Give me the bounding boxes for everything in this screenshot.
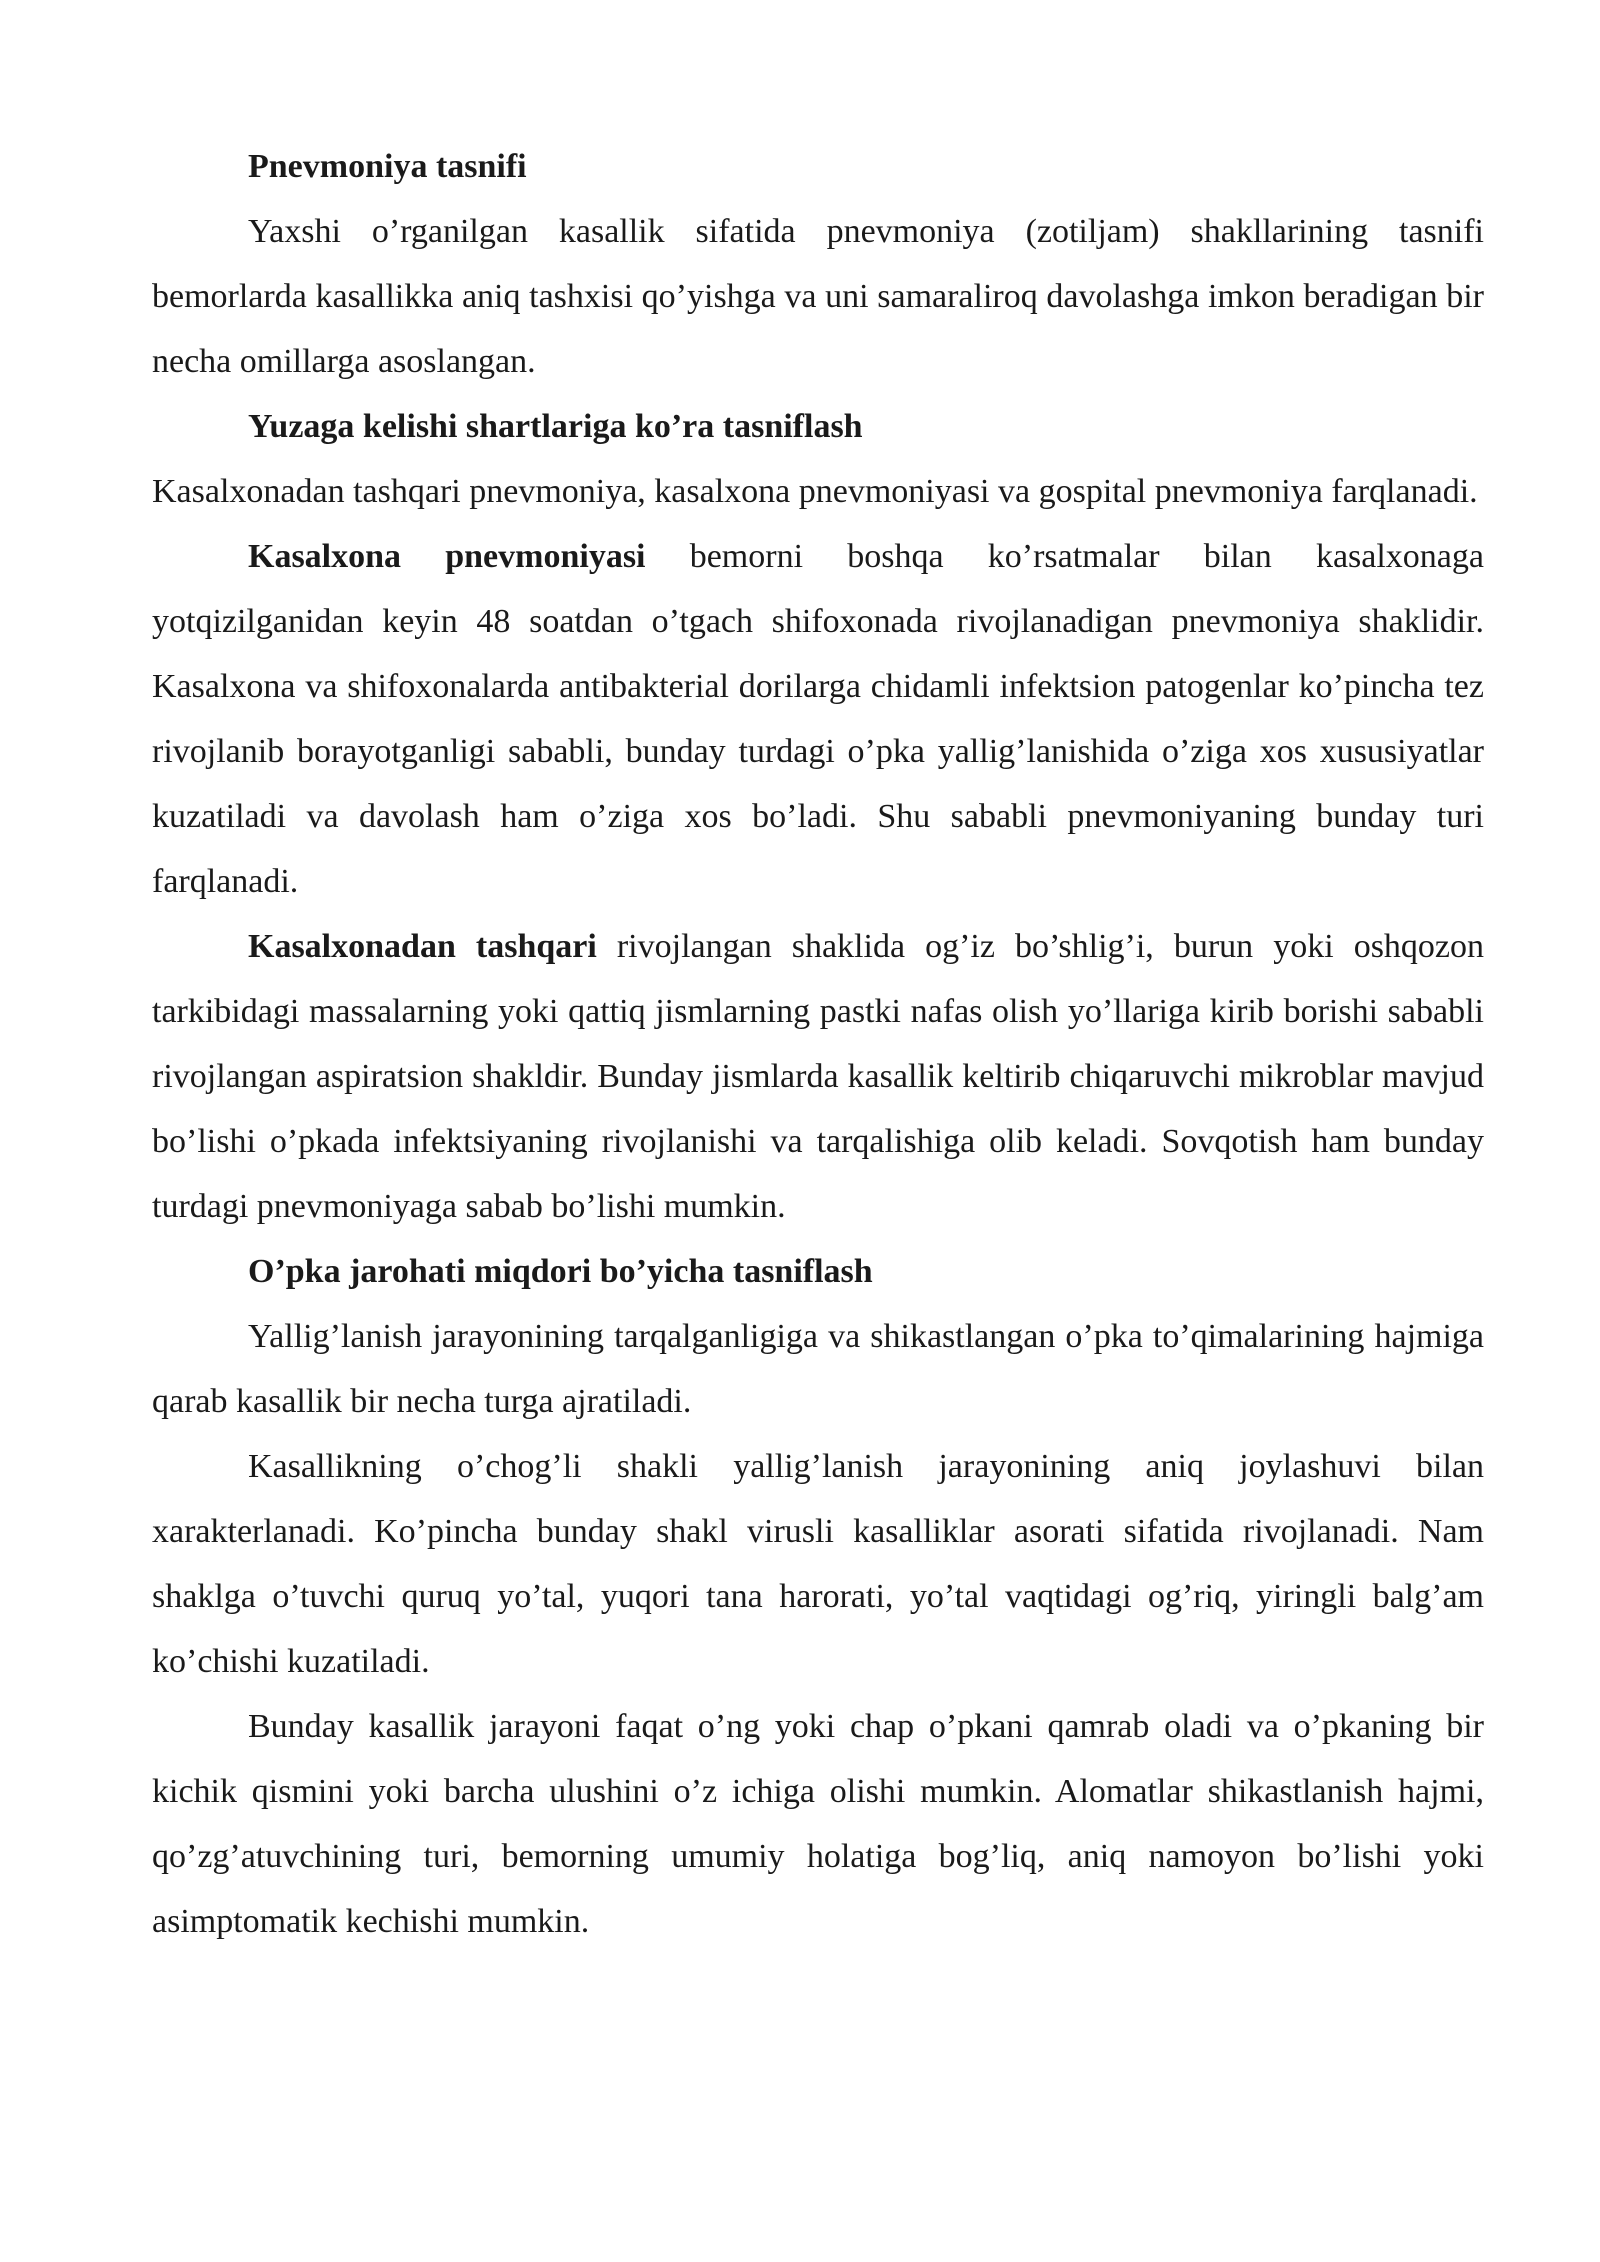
- term-hospital-pneumonia: Kasalxona pnevmoniyasi: [248, 538, 646, 575]
- section-heading-classification: Pnevmoniya tasnifi: [248, 148, 527, 185]
- paragraph-focal-form: Kasallikning o’chog’li shakli yallig’lanish jarayonining aniq joylashuvi bilan xarakterlanadi. Ko’pincha bunday shakl virusli kasalliklar asorati sifatida rivojlanadi. Nam shaklga o’tuvchi quruq yo’tal, yuqori tana harorati, yo’tal vaqtidagi og’riq, yiringli balg’am ko’chishi kuzatiladi.: [152, 1448, 1484, 1680]
- paragraph-hospital-pneumonia-text: bemorni boshqa ko’rsatmalar bilan kasalxonaga yotqizilganidan keyin 48 soatdan o’tgach shifoxonada rivojlanadigan pnevmoniya shaklidir. Kasalxona va shifoxonalarda antibakterial dorilarga chidamli infektsion patogenlar ko’pincha tez rivojlanib borayotganligi sababli, bunday turdagi o’pka yallig’lanishida o’ziga xos xususiyatlar kuzatiladi va davolash ham o’ziga xos bo’ladi. Shu sababli pnevmoniyaning bunday turi farqlanadi.: [152, 538, 1484, 900]
- section-heading-conditions: Yuzaga kelishi shartlariga ko’ra tasniflash: [248, 408, 863, 445]
- paragraph-community-pneumonia: [152, 914, 1484, 1239]
- document-page: [152, 134, 1484, 1954]
- paragraph-intro: Yaxshi o’rganilgan kasallik sifatida pnevmoniya (zotiljam) shakllarining tasnifi bemorlarda kasallikka aniq tashxisi qo’yishga va uni samaraliroq davolashga imkon beradigan bir necha omillarga asoslangan.: [152, 213, 1484, 380]
- section-heading-lung-damage: O’pka jarohati miqdori bo’yicha tasniflash: [248, 1253, 873, 1290]
- paragraph-hospital-pneumonia: [152, 524, 1484, 914]
- paragraph-community-pneumonia-text: rivojlangan shaklida og’iz bo’shlig’i, burun yoki oshqozon tarkibidagi massalarning yoki qattiq jismlarning pastki nafas olish yo’llariga kirib borishi sababli rivojlangan aspiratsion shakldir. Bunday jismlarda kasallik keltirib chiqaruvchi mikroblar mavjud bo’lishi o’pkada infektsiyaning rivojlanishi va tarqalishiga olib keladi. Sovqotish ham bunday turdagi pnevmoniyaga sabab bo’lishi mumkin.: [152, 928, 1485, 1225]
- paragraph-lobar-form: Bunday kasallik jarayoni faqat o’ng yoki chap o’pkani qamrab oladi va o’pkaning bir kichik qismini yoki barcha ulushini o’z ichiga olishi mumkin. Alomatlar shikastlanish hajmi, qo’zg’atuvchining turi, bemorning umumiy holatiga bog’liq, aniq namoyon bo’lishi yoki asimptomatik kechishi mumkin.: [152, 1708, 1484, 1940]
- term-community-pneumonia: Kasalxonadan tashqari: [248, 928, 597, 965]
- paragraph-types: Kasalxonadan tashqari pnevmoniya, kasalxona pnevmoniyasi va gospital pnevmoniya farqlanadi.: [152, 473, 1478, 510]
- paragraph-inflammation-extent: Yallig’lanish jarayonining tarqalganligiga va shikastlangan o’pka to’qimalarining hajmiga qarab kasallik bir necha turga ajratiladi.: [152, 1318, 1484, 1420]
